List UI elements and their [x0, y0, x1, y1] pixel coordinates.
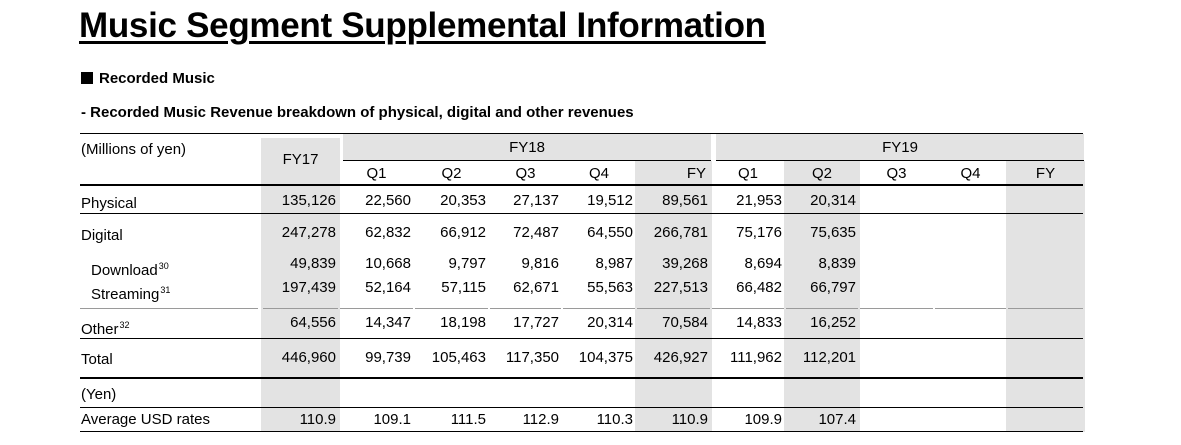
- column-header: Q4: [960, 165, 981, 182]
- table-cell: 39,268: [662, 255, 708, 272]
- table-rule: [80, 431, 1083, 432]
- table-subtitle: - Recorded Music Revenue breakdown of physical, digital and other revenues: [81, 104, 634, 121]
- table-rule: [80, 213, 1083, 214]
- table-cell: 197,439: [281, 279, 336, 296]
- footnote-marker: 32: [119, 320, 130, 330]
- table-cell: 9,816: [521, 255, 559, 272]
- header-fy19: FY19: [882, 139, 918, 156]
- shaded-column: [1006, 161, 1085, 432]
- table-cell: 266,781: [653, 224, 708, 241]
- table-cell: 135,126: [281, 192, 336, 209]
- table-cell: 111.5: [450, 411, 486, 428]
- table-cell: 227,513: [653, 279, 708, 296]
- table-cell: 10,668: [365, 255, 411, 272]
- table-rule: [80, 338, 1083, 339]
- table-cell: 107.4: [818, 411, 856, 428]
- table-rule: [340, 308, 413, 309]
- table-rule: [80, 308, 258, 309]
- column-header: FY: [686, 165, 706, 182]
- table-cell: 20,353: [440, 192, 486, 209]
- table-cell: 14,833: [736, 314, 782, 331]
- header-fy18: FY18: [509, 139, 545, 156]
- row-label: Digital: [81, 227, 123, 244]
- table-rule: [637, 308, 710, 309]
- table-rule: [80, 407, 1083, 408]
- table-cell: 21,953: [736, 192, 782, 209]
- table-cell: 18,198: [440, 314, 486, 331]
- table-cell: 105,463: [431, 349, 486, 366]
- table-cell: 57,115: [441, 279, 486, 296]
- column-header: Q2: [811, 165, 832, 182]
- table-rule: [712, 308, 784, 309]
- table-cell: 14,347: [365, 314, 411, 331]
- section-heading-label: Recorded Music: [99, 70, 215, 87]
- table-cell: 75,635: [810, 224, 856, 241]
- table-cell: 64,550: [587, 224, 633, 241]
- row-label: Physical: [81, 195, 137, 212]
- column-header: FY: [1035, 165, 1056, 182]
- table-cell: 49,839: [290, 255, 336, 272]
- table-cell: 16,252: [810, 314, 856, 331]
- table-rule: [80, 133, 1083, 134]
- table-rule: [716, 160, 1084, 161]
- table-cell: 20,314: [587, 314, 633, 331]
- table-cell: 72,487: [513, 224, 559, 241]
- row-label: Other$^{32}$: [81, 320, 130, 338]
- yen-label: (Yen): [81, 386, 117, 403]
- table-rule: [563, 308, 635, 309]
- table-cell: 75,176: [736, 224, 782, 241]
- table-cell: 104,375: [578, 349, 633, 366]
- table-cell: 110.9: [299, 411, 336, 428]
- page-title: Music Segment Supplemental Information: [79, 6, 766, 45]
- column-header: Q4: [588, 165, 609, 182]
- table-cell: 64,556: [290, 314, 336, 331]
- column-header: Q3: [515, 165, 536, 182]
- table-cell: 112,201: [802, 349, 856, 366]
- table-cell: 27,137: [513, 192, 559, 209]
- table-rule: [415, 308, 488, 309]
- footnote-marker: 31: [160, 285, 171, 295]
- table-rule: [263, 308, 338, 309]
- table-cell: 66,912: [440, 224, 486, 241]
- table-cell: 55,563: [587, 279, 633, 296]
- table-cell: 62,671: [513, 279, 559, 296]
- table-cell: 52,164: [365, 279, 411, 296]
- table-cell: 110.9: [671, 411, 708, 428]
- column-header: Q1: [737, 165, 758, 182]
- table-cell: 89,561: [662, 192, 708, 209]
- table-cell: 22,560: [365, 192, 411, 209]
- header-fy17: FY17: [282, 151, 319, 168]
- table-cell: 17,727: [513, 314, 559, 331]
- table-cell: 8,839: [818, 255, 856, 272]
- table-rule: [935, 308, 1006, 309]
- table-cell: 112.9: [522, 411, 559, 428]
- table-cell: 8,987: [595, 255, 633, 272]
- column-header: Q1: [366, 165, 387, 182]
- row-label: Download$^{30}$: [91, 261, 169, 279]
- table-rule: [80, 184, 1083, 186]
- table-cell: 66,482: [736, 279, 782, 296]
- table-cell: 109.9: [744, 411, 782, 428]
- table-cell: 426,927: [653, 349, 708, 366]
- table-cell: 9,797: [448, 255, 486, 272]
- table-rule: [786, 308, 858, 309]
- table-rule: [490, 308, 561, 309]
- table-rule: [1008, 308, 1083, 309]
- unit-label: (Millions of yen): [81, 141, 187, 158]
- table-cell: 19,512: [587, 192, 633, 209]
- table-cell: 66,797: [810, 279, 856, 296]
- table-cell: 117,350: [505, 349, 559, 366]
- table-cell: 109.1: [373, 411, 411, 428]
- row-label: Total: [81, 351, 113, 368]
- table-rule: [80, 377, 1083, 379]
- table-cell: 62,832: [365, 224, 411, 241]
- column-header: Q2: [441, 165, 462, 182]
- footnote-marker: 30: [158, 261, 169, 271]
- table-cell: 8,694: [744, 255, 782, 272]
- table-cell: 446,960: [281, 349, 336, 366]
- table-rule: [860, 308, 933, 309]
- column-header: Q3: [886, 165, 907, 182]
- table-cell: 20,314: [810, 192, 856, 209]
- table-rule: [343, 160, 711, 161]
- table-cell: 111,962: [730, 349, 782, 366]
- table-cell: 247,278: [281, 224, 336, 241]
- row-label: Average USD rates: [81, 411, 210, 428]
- table-cell: 110.3: [596, 411, 633, 428]
- table-cell: 99,739: [365, 349, 411, 366]
- table-cell: 70,584: [662, 314, 708, 331]
- row-label: Streaming$^{31}$: [91, 285, 171, 303]
